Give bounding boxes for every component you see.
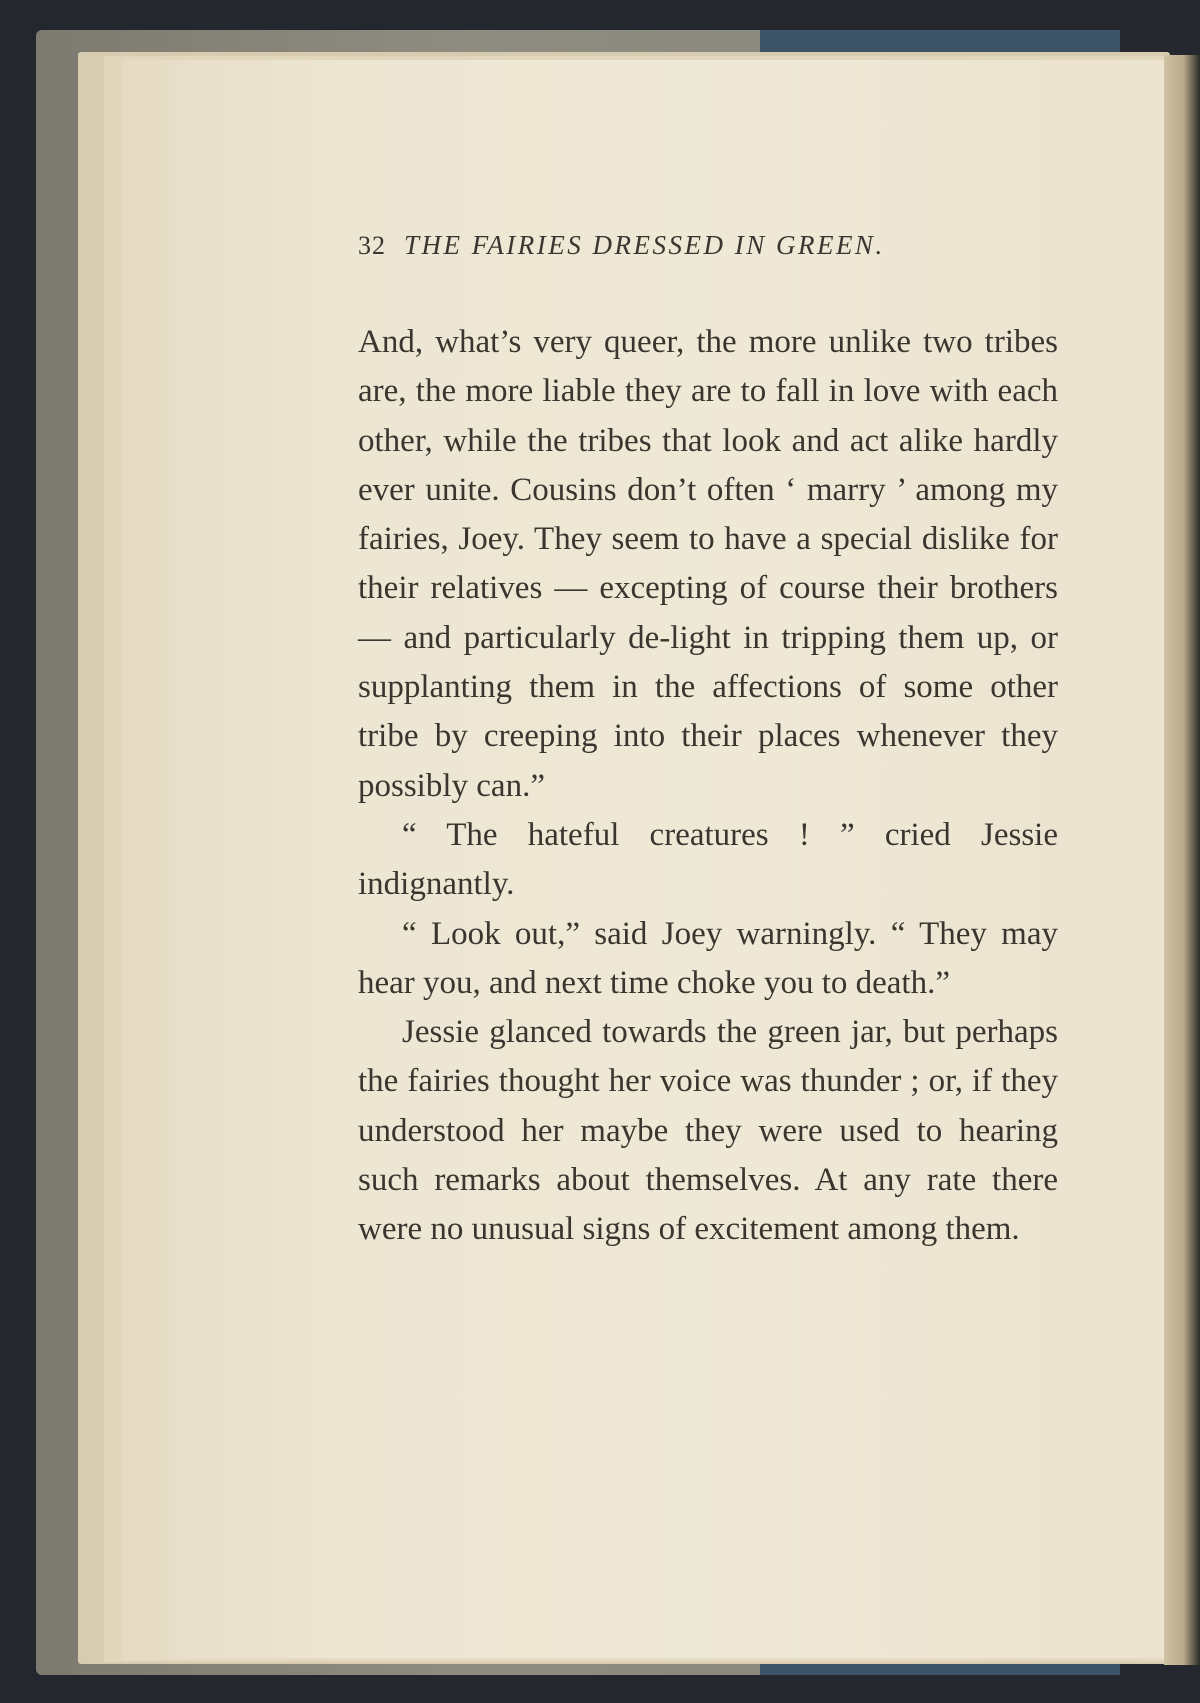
paragraph: “ Look out,” said Joey warningly. “ They may hear you, and next time choke you to death.”: [358, 915, 1058, 1001]
paragraph: And, what’s very queer, the more unlike two tribes are, the more liable they are to fall in love with each other, while the tribes that look and act alike hardly ever unite. Cousins don’t often ‘ marry ’ among my fairies, Joey. They seem to have a special dislike for their relatives — excepting of course their brothers — and particularly de-light in tripping them up, or supplanting them in the affections of some other tribe by creeping into their places whenever they possibly can.”: [358, 324, 1058, 804]
paragraph: “ The hateful creatures ! ” cried Jessie indignantly.: [358, 816, 1058, 903]
page-number: 32: [358, 231, 386, 260]
running-title: THE FAIRIES DRESSED IN GREEN.: [404, 230, 885, 260]
paragraph: Jessie glanced towards the green jar, but perhaps the fairies thought her voice was thunder ; or, if they understood her maybe they were used to hearing such remarks about themselves. At any rate there were no unusual signs of excitement among them.: [358, 1014, 1058, 1248]
book-gutter: [1164, 55, 1200, 1665]
running-head: [358, 230, 1058, 270]
cover-spine-strip-top: [760, 30, 1120, 52]
body-text: [358, 318, 1058, 1255]
